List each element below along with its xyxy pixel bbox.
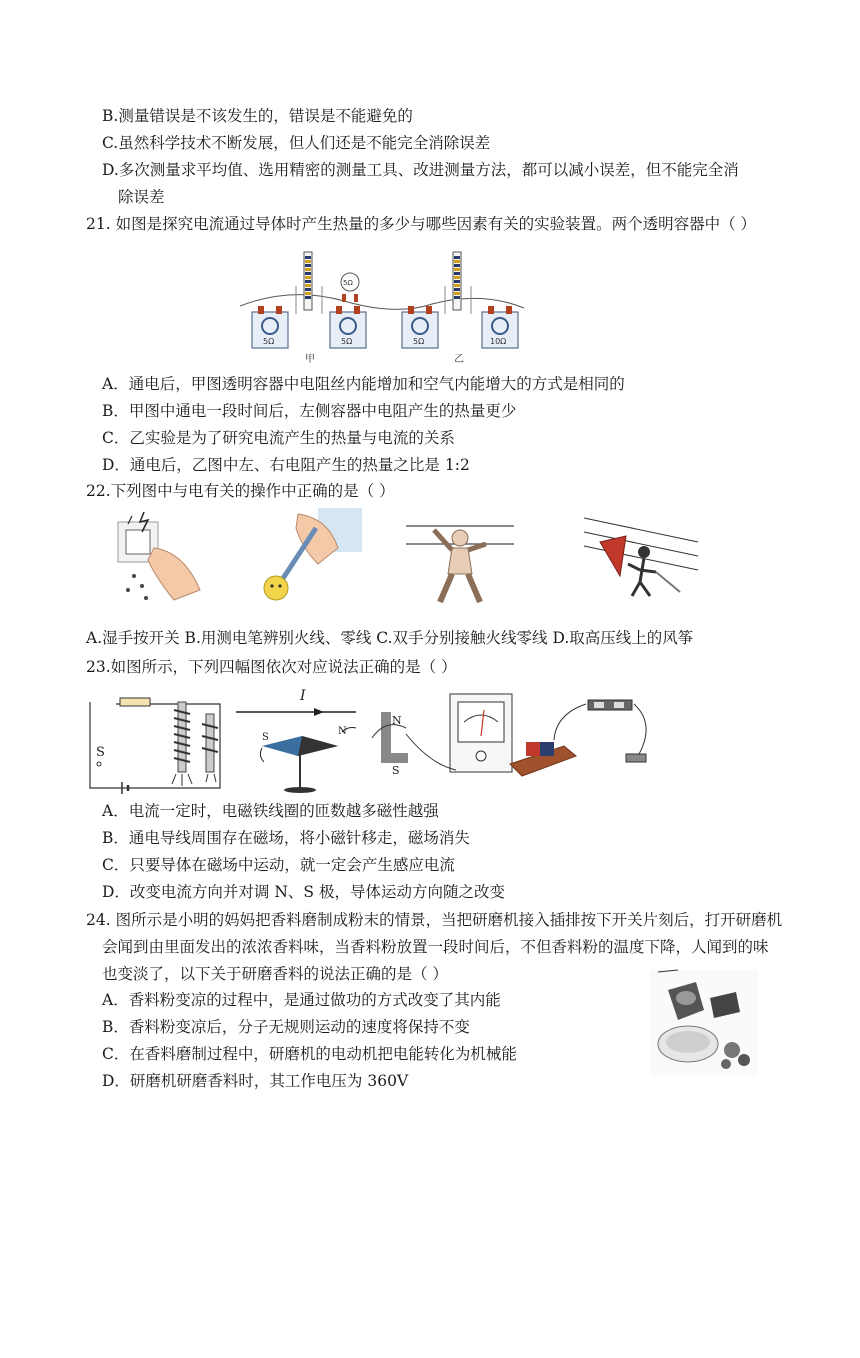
q21-option-b: B．甲图中通电一段时间后，左侧容器中电阻产生的热量更少 [102,402,517,420]
q23-option-a: A．电流一定时，电磁铁线圈的匝数越多磁性越强 [102,802,439,820]
q23-stem: 23.如图所示，下列四幅图依次对应说法正确的是（ ） [86,658,457,676]
q21-option-d: D．通电后，乙图中左、右电阻产生的热量之比是 1:2 [102,456,470,474]
q22-figure-d-kite-on-power-line [580,512,700,602]
q23-option-c: C．只要导体在磁场中运动，就一定会产生感应电流 [102,856,455,874]
q20-option-d-line2: 除误差 [118,188,165,206]
q21-r2-label: 5Ω [341,337,353,346]
q23-option-d: D．改变电流方向并对调 N、S 极，导体运动方向随之改变 [102,883,505,901]
q24-stem-line3: 也变淡了，以下关于研磨香料的说法正确的是（ ） [102,965,448,983]
q24-stem-line2: 会闻到由里面发出的浓浓香料味，当香料粉放置一段时间后，不但香料粉的温度下降，人闻到的味 [102,938,769,956]
q23-fig2-current-label: I [300,688,306,704]
q21-label-yi: 乙 [454,354,464,365]
q23-fig3-n-label: N [392,714,402,727]
q21-r3-label: 5Ω [343,279,353,287]
q21-r5-label: 10Ω [490,337,507,346]
q23-fig2-n-label: N [338,726,347,737]
q23-figures [86,684,666,796]
q24-figure-spice-grinder [648,968,760,1078]
q21-r4-label: 5Ω [413,337,425,346]
q20-option-d-line1: D.多次测量求平均值、选用精密的测量工具、改进测量方法，都可以减小误差，但不能完全消 [102,161,739,179]
q24-option-c: C．在香料磨制过程中，研磨机的电动机把电能转化为机械能 [102,1045,517,1063]
q24-stem-line1: 24. 图所示是小明的妈妈把香料磨制成粉末的情景，当把研磨机接入插排按下开关片刻后，打开研磨机 [86,911,783,929]
q23-fig2-s-label: S [262,732,269,743]
q24-option-b: B．香料粉变凉后，分子无规则运动的速度将保持不变 [102,1018,470,1036]
q22-figure-a-wet-hand-switch [104,508,208,608]
q21-option-c: C．乙实验是为了研究电流产生的热量与电流的关系 [102,429,455,447]
q22-figure-c-hands-on-wires [404,508,516,608]
q23-fig1-switch-label: S [96,745,105,760]
q23-option-b: B．通电导线周围存在磁场，将小磁针移走，磁场消失 [102,829,470,847]
q22-options: A.湿手按开关 B.用测电笔辨别火线、零线 C.双手分别接触火线零线 D.取高压线上的风筝 [86,629,694,647]
q20-option-c: C.虽然科学技术不断发展，但人们还是不能完全消除误差 [102,134,491,152]
q21-joule-heating-figure [232,246,532,368]
q21-option-a: A．通电后，甲图透明容器中电阻丝内能增加和空气内能增大的方式是相同的 [102,375,625,393]
q24-option-d: D．研磨机研磨香料时，其工作电压为 360V [102,1072,409,1090]
q24-option-a: A．香料粉变凉的过程中，是通过做功的方式改变了其内能 [102,991,501,1009]
q20-option-b: B.测量错误是不该发生的，错误是不能避免的 [102,107,413,125]
q21-label-jia: 甲 [305,354,315,365]
q21-r1-label: 5Ω [263,337,275,346]
q21-stem: 21. 如图是探究电流通过导体时产生热量的多少与哪些因素有关的实验装置。两个透明容器中（ ） [86,215,757,233]
q22-stem: 22.下列图中与电有关的操作中正确的是（ ） [86,482,395,500]
q23-fig3-s-label: S [392,764,400,777]
q22-figure-b-test-pen [258,508,362,608]
